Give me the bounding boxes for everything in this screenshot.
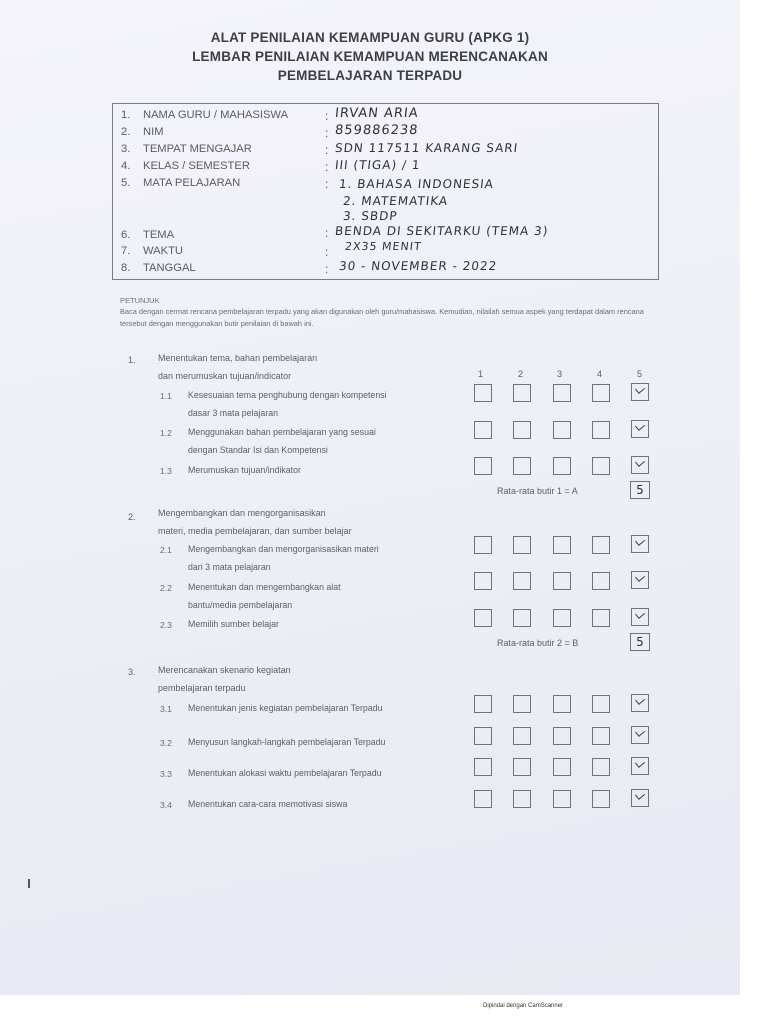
score-checkbox-3-2-2[interactable] (513, 727, 531, 745)
row-label: MATA PELAJARAN (143, 177, 241, 189)
score-checkbox-1-1-5[interactable] (631, 383, 649, 401)
item-text: Menentukan cara-cara memotivasi siswa (188, 799, 348, 809)
score-checkbox-3-1-5[interactable] (631, 694, 649, 712)
item-number: 3.4 (160, 800, 172, 810)
score-checkbox-2-2-2[interactable] (513, 572, 531, 590)
item-text-line: Kesesuaian tema penghubung dengan kompetensi (188, 390, 387, 400)
scale-label-5: 5 (637, 369, 643, 379)
score-checkbox-3-1-3[interactable] (553, 695, 571, 713)
score-checkbox-2-3-5[interactable] (631, 608, 649, 626)
average-label-2: Rata-rata butir 2 = B (497, 638, 579, 648)
score-checkbox-3-2-3[interactable] (553, 727, 571, 745)
score-checkbox-3-4-5[interactable] (631, 789, 649, 807)
score-checkbox-2-3-3[interactable] (553, 609, 571, 627)
identity-row-nama (121, 109, 288, 125)
section-title-line: Menentukan tema, bahan pembelajaran (158, 353, 318, 363)
section-title (158, 349, 317, 385)
score-checkbox-1-2-4[interactable] (592, 421, 610, 439)
score-checkbox-3-3-2[interactable] (513, 758, 531, 776)
item-number: 2.3 (160, 620, 172, 630)
score-checkbox-2-3-4[interactable] (592, 609, 610, 627)
item-text (188, 386, 387, 422)
document-title (0, 28, 740, 85)
score-checkbox-1-3-1[interactable] (474, 457, 492, 475)
average-value-1[interactable]: 5 (630, 481, 650, 499)
score-checkbox-3-3-3[interactable] (553, 758, 571, 776)
item-number: 1.2 (160, 428, 172, 438)
row-number: 3. (121, 143, 131, 155)
score-checkbox-3-1-4[interactable] (592, 695, 610, 713)
item-text: Menyusun langkah-langkah pembelajaran Terpadu (188, 737, 386, 747)
score-checkbox-1-3-2[interactable] (513, 457, 531, 475)
score-checkbox-2-2-3[interactable] (553, 572, 571, 590)
section-title (158, 504, 352, 540)
score-checkbox-1-3-3[interactable] (553, 457, 571, 475)
section-title-line: pembelajaran terpadu (158, 683, 246, 693)
row-number: 5. (121, 177, 131, 189)
item-number: 1.1 (160, 391, 172, 401)
row-number: 4. (121, 160, 131, 172)
score-checkbox-3-4-4[interactable] (592, 790, 610, 808)
score-checkbox-2-3-1[interactable] (474, 609, 492, 627)
scan-speck (28, 879, 30, 888)
row-number: 6. (121, 229, 131, 241)
handwritten-tempat: SDN 117511 KARANG SARI (334, 141, 519, 155)
score-checkbox-1-1-1[interactable] (474, 384, 492, 402)
colon: : (325, 177, 329, 191)
score-checkbox-3-3-4[interactable] (592, 758, 610, 776)
score-checkbox-2-3-2[interactable] (513, 609, 531, 627)
title-line-3: PEMBELAJARAN TERPADU (277, 68, 463, 83)
section-title (158, 661, 291, 697)
handwritten-mapel-2: 2. MATEMATIKA (342, 194, 449, 208)
average-label-1: Rata-rata butir 1 = A (497, 486, 578, 496)
score-checkbox-3-2-1[interactable] (474, 727, 492, 745)
scale-label-1: 1 (478, 369, 484, 379)
petunjuk-heading: PETUNJUK (120, 296, 160, 305)
title-line-2: LEMBAR PENILAIAN KEMAMPUAN MERENCANAKAN (192, 49, 548, 64)
score-checkbox-1-2-5[interactable] (631, 420, 649, 438)
handwritten-mapel-1: 1. BAHASA INDONESIA (338, 177, 495, 191)
row-label: TANGGAL (143, 262, 196, 274)
colon: : (325, 109, 329, 123)
colon: : (325, 160, 329, 174)
item-text: Menentukan alokasi waktu pembelajaran Terpadu (188, 768, 382, 778)
item-number: 3.3 (160, 769, 172, 779)
score-checkbox-1-1-4[interactable] (592, 384, 610, 402)
score-checkbox-2-1-3[interactable] (553, 536, 571, 554)
item-text (188, 540, 379, 576)
colon: : (325, 245, 329, 259)
section-number: 2. (128, 512, 136, 522)
row-label: TEMPAT MENGAJAR (143, 143, 252, 155)
score-checkbox-1-2-1[interactable] (474, 421, 492, 439)
item-number: 2.1 (160, 545, 172, 555)
item-number: 3.2 (160, 738, 172, 748)
scale-label-4: 4 (597, 369, 603, 379)
score-checkbox-3-4-1[interactable] (474, 790, 492, 808)
title-line-1: ALAT PENILAIAN KEMAMPUAN GURU (APKG 1) (210, 30, 530, 45)
score-checkbox-2-1-4[interactable] (592, 536, 610, 554)
row-label: WAKTU (143, 245, 183, 257)
score-checkbox-2-1-2[interactable] (513, 536, 531, 554)
scale-label-3: 3 (557, 369, 563, 379)
average-value-2[interactable]: 5 (630, 633, 650, 651)
item-text (188, 578, 341, 614)
identity-row-tanggal (121, 262, 196, 278)
petunjuk-text: Baca dengan cermat rencana pembelajaran terpadu yang akan digunakan oleh guru/mahasiswa. Kemudian, nilailah semua aspek yang terdapat dalam rencana tersebut dengan menggunakan butir penilaian di bawah ini. (120, 307, 644, 328)
score-checkbox-3-1-2[interactable] (513, 695, 531, 713)
handwritten-tema: BENDA DI SEKITARKU (TEMA 3) (334, 224, 550, 238)
score-checkbox-2-2-4[interactable] (592, 572, 610, 590)
score-checkbox-2-1-5[interactable] (631, 535, 649, 553)
handwritten-waktu: 2X35 MENIT (344, 240, 423, 253)
identity-row-waktu (121, 245, 183, 261)
colon: : (325, 143, 329, 157)
score-checkbox-1-2-2[interactable] (513, 421, 531, 439)
item-number: 3.1 (160, 704, 172, 714)
item-text-line: bantu/media pembelajaran (188, 600, 293, 610)
score-checkbox-3-4-3[interactable] (553, 790, 571, 808)
row-label: TEMA (143, 229, 175, 241)
score-checkbox-3-3-5[interactable] (631, 757, 649, 775)
item-text: Menentukan jenis kegiatan pembelajaran Terpadu (188, 703, 383, 713)
score-checkbox-2-1-1[interactable] (474, 536, 492, 554)
section-title-line: dan merumuskan tujuan/indicator (158, 371, 292, 381)
row-number: 2. (121, 126, 131, 138)
identity-row-kelas (121, 160, 250, 176)
identity-row-nim (121, 126, 164, 142)
item-text-line: Mengembangkan dan mengorganisasikan materi (188, 544, 379, 554)
row-number: 7. (121, 245, 131, 257)
score-checkbox-1-2-3[interactable] (553, 421, 571, 439)
item-number: 2.2 (160, 583, 172, 593)
row-label: KELAS / SEMESTER (143, 160, 250, 172)
score-checkbox-2-2-5[interactable] (631, 571, 649, 589)
score-checkbox-2-2-1[interactable] (474, 572, 492, 590)
colon: : (325, 126, 329, 140)
identity-row-mapel (121, 177, 240, 193)
handwritten-nama: IRVAN ARIA (334, 106, 420, 121)
score-checkbox-3-4-2[interactable] (513, 790, 531, 808)
score-checkbox-3-2-4[interactable] (592, 727, 610, 745)
row-label: NIM (143, 126, 164, 138)
score-checkbox-3-2-5[interactable] (631, 726, 649, 744)
identity-box (112, 103, 659, 280)
scanner-watermark: Dipindai dengan CamScanner (483, 1003, 564, 1009)
item-text-line: dengan Standar Isi dan Kompetensi (188, 445, 328, 455)
score-checkbox-3-1-1[interactable] (474, 695, 492, 713)
section-number: 1. (128, 355, 136, 365)
identity-row-tema (121, 229, 174, 245)
section-title-line: Mengembangkan dan mengorganisasikan (158, 508, 326, 518)
item-number: 1.3 (160, 466, 172, 476)
score-checkbox-1-1-2[interactable] (513, 384, 531, 402)
item-text (188, 615, 279, 633)
item-text-line: dari 3 mata pelajaran (188, 562, 271, 572)
row-number: 1. (121, 109, 131, 121)
score-checkbox-1-1-3[interactable] (553, 384, 571, 402)
row-label: NAMA GURU / MAHASISWA (143, 109, 289, 121)
handwritten-kelas: III (TIGA) / 1 (334, 158, 422, 172)
item-text-line: Merumuskan tujuan/indikator (188, 465, 301, 475)
section-title-line: materi, media pembelajaran, dan sumber belajar (158, 526, 352, 536)
handwritten-mapel-3: 3. SBDP (342, 209, 399, 223)
item-text (188, 423, 376, 459)
colon: : (325, 262, 329, 276)
item-text-line: Memilih sumber belajar (188, 619, 279, 629)
scale-label-2: 2 (518, 369, 524, 379)
item-text-line: Menentukan dan mengembangkan alat (188, 582, 341, 592)
item-text (188, 461, 301, 479)
row-number: 8. (121, 262, 131, 274)
handwritten-nim: 859886238 (334, 123, 420, 138)
handwritten-tanggal: 30 - NOVEMBER - 2022 (338, 259, 498, 273)
item-text-line: dasar 3 mata pelajaran (188, 408, 278, 418)
section-title-line: Merencanakan skenario kegiatan (158, 665, 291, 675)
colon: : (325, 226, 329, 240)
score-checkbox-1-3-4[interactable] (592, 457, 610, 475)
identity-row-tempat (121, 143, 252, 159)
item-text-line: Menggunakan bahan pembelajaran yang sesuai (188, 427, 376, 437)
score-checkbox-3-3-1[interactable] (474, 758, 492, 776)
section-number: 3. (128, 667, 136, 677)
score-checkbox-1-3-5[interactable] (631, 456, 649, 474)
